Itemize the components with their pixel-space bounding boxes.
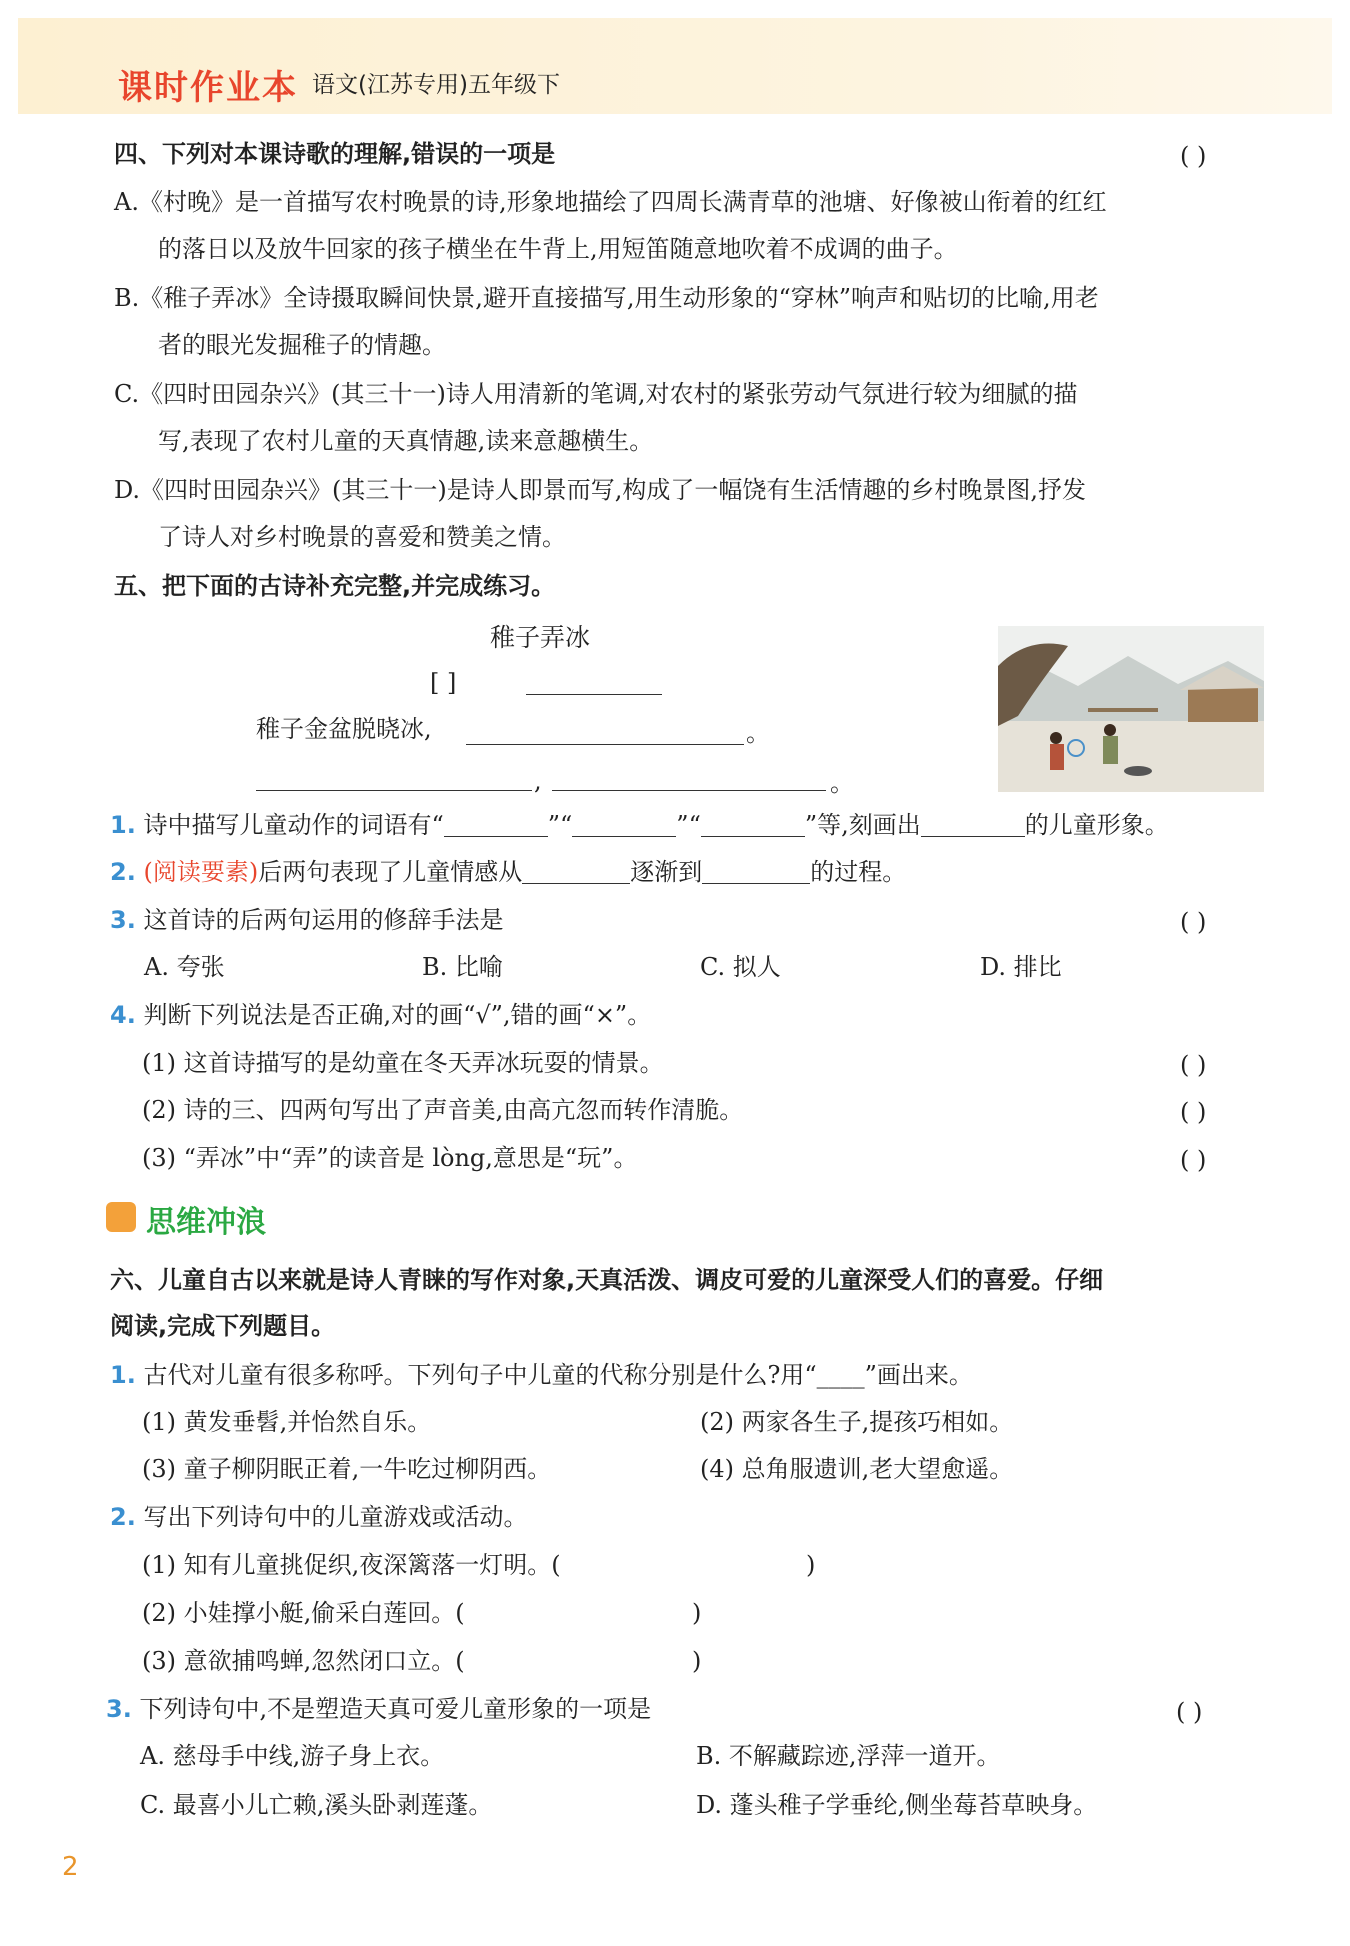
q5-sub3	[110, 905, 503, 935]
q6-sub3-number: 3.	[106, 1695, 132, 1723]
q5-sub3-text: 这首诗的后两句运用的修辞手法是	[143, 906, 504, 934]
q6-sub2-number: 2.	[110, 1503, 136, 1531]
q4-option-c-line1: C.《四时田园杂兴》(其三十一)诗人用清新的笔调,对农村的紧张劳动气氛进行较为细腻的描	[114, 380, 1078, 408]
q4-option-a-line2: 的落日以及放牛回家的孩子横坐在牛背上,用短笛随意地吹着不成调的曲子。	[158, 235, 958, 263]
q6-sub1-item-1: (1) 黄发垂髫,并怡然自乐。	[142, 1408, 432, 1436]
q6-sub3-option-d: D. 蓬头稚子学垂纶,侧坐莓苔草映身。	[696, 1791, 1098, 1819]
q5-sub4-item-2-paren[interactable]: ( )	[1180, 1098, 1207, 1126]
q6-sub2	[110, 1502, 527, 1532]
q6-sub3-option-a: A. 慈母手中线,游子身上衣。	[140, 1742, 445, 1770]
children-playing-ice-illustration	[998, 626, 1264, 792]
q5-sub1-text-b: ”等,刻画出	[804, 811, 921, 839]
q5-sub1-blank-3[interactable]	[701, 814, 805, 837]
q6-sub2-item-1: (1) 知有儿童挑促织,夜深篱落一灯明。(	[142, 1551, 561, 1579]
illustration-ground	[998, 721, 1264, 792]
poem-dynasty-brackets[interactable]: [ ]	[430, 669, 457, 697]
illustration-child-1-body	[1050, 744, 1064, 770]
q5-sub2-blank-2[interactable]	[702, 861, 810, 884]
poem-title: 稚子弄冰	[490, 623, 591, 652]
q5-sub3-answer-paren[interactable]: ( )	[1180, 908, 1207, 936]
q4-title: 四、下列对本课诗歌的理解,错误的一项是	[114, 140, 556, 168]
q5-sub4	[110, 1000, 651, 1030]
q4-option-a-line1: A.《村晚》是一首描写农村晚景的诗,形象地描绘了四周长满青草的池塘、好像被山衔着的红红	[114, 188, 1107, 216]
q6-sub1-number: 1.	[110, 1361, 136, 1389]
q5-sub2-text-b: 逐渐到	[630, 858, 703, 886]
q4-option-c-line2: 写,表现了农村儿童的天真情趣,读来意趣横生。	[158, 427, 654, 455]
q4-option-d-line1: D.《四时田园杂兴》(其三十一)是诗人即景而写,构成了一幅饶有生活情趣的乡村晚景图,抒发	[114, 476, 1086, 504]
q6-sub2-text: 写出下列诗句中的儿童游戏或活动。	[143, 1503, 528, 1531]
q6-sub3-option-c: C. 最喜小儿亡赖,溪头卧剥莲蓬。	[140, 1791, 493, 1819]
q5-sub4-item-2: (2) 诗的三、四两句写出了声音美,由高亢忽而转作清脆。	[142, 1096, 744, 1124]
q5-sub2-tag: (阅读要素)	[143, 858, 259, 886]
section-title: 思维冲浪	[146, 1205, 266, 1240]
poem-line-4-period: 。	[830, 769, 854, 797]
q5-sub3-option-d: D. 排比	[980, 953, 1062, 981]
q5-sub4-item-3: (3) “弄冰”中“弄”的读音是 lòng,意思是“玩”。	[142, 1144, 638, 1172]
illustration-child-1-head	[1050, 732, 1062, 744]
q6-sub1-item-2: (2) 两家各生子,提孩巧相如。	[700, 1408, 1014, 1436]
q5-sub4-item-1: (1) 这首诗描写的是幼童在冬天弄冰玩耍的情景。	[142, 1049, 664, 1077]
q6-title-line2: 阅读,完成下列题目。	[110, 1312, 336, 1340]
q6-sub2-item-2: (2) 小娃撑小艇,偷采白莲回。(	[142, 1599, 465, 1627]
q6-sub3-option-b: B. 不解藏踪迹,浮萍一道开。	[696, 1742, 1001, 1770]
q4-option-d-line2: 了诗人对乡村晚景的喜爱和赞美之情。	[158, 523, 566, 551]
q5-sub2-number: 2.	[110, 858, 136, 886]
subject-title: 语文(江苏专用)五年级下	[312, 72, 560, 98]
q5-sub4-number: 4.	[110, 1001, 136, 1029]
q6-title-line1: 六、儿童自古以来就是诗人青睐的写作对象,天真活泼、调皮可爱的儿童深受人们的喜爱。仔细	[110, 1266, 1104, 1294]
illustration-child-2-body	[1103, 736, 1118, 764]
q5-sub1-blank-1[interactable]	[444, 814, 548, 837]
q6-sub1	[110, 1360, 973, 1390]
q5-title: 五、把下面的古诗补充完整,并完成练习。	[114, 572, 556, 600]
q5-sub4-text: 判断下列说法是否正确,对的画“√”,错的画“×”。	[143, 1001, 652, 1029]
q5-sub1-text-a: 诗中描写儿童动作的词语有“	[143, 811, 444, 839]
q5-sub1	[110, 810, 1169, 840]
q5-sub3-number: 3.	[110, 906, 136, 934]
poem-line-4-blank[interactable]	[552, 768, 826, 791]
q5-sub3-option-c: C. 拟人	[700, 953, 781, 981]
q4-answer-paren[interactable]: ( )	[1180, 142, 1207, 170]
q4-option-b-line2: 者的眼光发掘稚子的情趣。	[158, 331, 446, 359]
q6-sub2-item-1-close: )	[806, 1551, 816, 1579]
q5-sub1-blank-2[interactable]	[572, 814, 676, 837]
q5-sub4-item-1-paren[interactable]: ( )	[1180, 1051, 1207, 1079]
poem-line-1: 稚子金盆脱晓冰,	[256, 715, 432, 743]
q5-sub1-quote-2: ”“	[676, 811, 701, 839]
q5-sub2	[110, 857, 906, 887]
wave-icon	[106, 1202, 136, 1232]
q5-sub2-text-c: 的过程。	[810, 858, 907, 886]
poem-line-3-blank[interactable]	[256, 768, 532, 791]
illustration-basin	[1124, 766, 1152, 776]
q6-sub3-text: 下列诗句中,不是塑造天真可爱儿童形象的一项是	[139, 1695, 652, 1723]
q5-sub1-number: 1.	[110, 811, 136, 839]
q6-sub3	[106, 1694, 651, 1724]
q6-sub2-item-2-close: )	[692, 1599, 702, 1627]
q5-sub3-option-a: A. 夸张	[144, 953, 225, 981]
illustration-child-2-head	[1104, 724, 1116, 736]
q5-sub3-option-b: B. 比喻	[422, 953, 503, 981]
poem-line-3-comma: ,	[534, 767, 542, 795]
q5-sub1-blank-4[interactable]	[921, 814, 1025, 837]
q6-sub1-item-3: (3) 童子柳阴眠正着,一牛吃过柳阴西。	[142, 1455, 552, 1483]
q6-sub2-item-3: (3) 意欲捕鸣蝉,忽然闭口立。(	[142, 1647, 465, 1675]
q6-sub1-text: 古代对儿童有很多称呼。下列句子中儿童的代称分别是什么?用“____”画出来。	[143, 1361, 973, 1389]
poem-line-2-blank[interactable]	[466, 722, 744, 745]
illustration-fence	[1088, 708, 1158, 712]
brand-title: 课时作业本	[118, 68, 298, 108]
q5-sub1-quote-1: ”“	[547, 811, 573, 839]
q5-sub4-item-3-paren[interactable]: ( )	[1180, 1146, 1207, 1174]
q4-option-b-line1: B.《稚子弄冰》全诗摄取瞬间快景,避开直接描写,用生动形象的“穿林”响声和贴切的比喻,用老	[114, 284, 1099, 312]
q6-sub2-item-3-close: )	[692, 1647, 702, 1675]
poem-author-blank[interactable]	[526, 672, 662, 695]
page-number: 2	[62, 1852, 79, 1882]
q6-sub1-item-4: (4) 总角服遗训,老大望愈遥。	[700, 1455, 1014, 1483]
q5-sub2-text-a: 后两句表现了儿童情感从	[258, 858, 523, 886]
illustration-hut	[1188, 688, 1258, 722]
poem-line-2-period: 。	[746, 719, 770, 747]
q5-sub1-text-c: 的儿童形象。	[1024, 811, 1169, 839]
q5-sub2-blank-1[interactable]	[522, 861, 630, 884]
q6-sub3-answer-paren[interactable]: ( )	[1176, 1698, 1203, 1726]
